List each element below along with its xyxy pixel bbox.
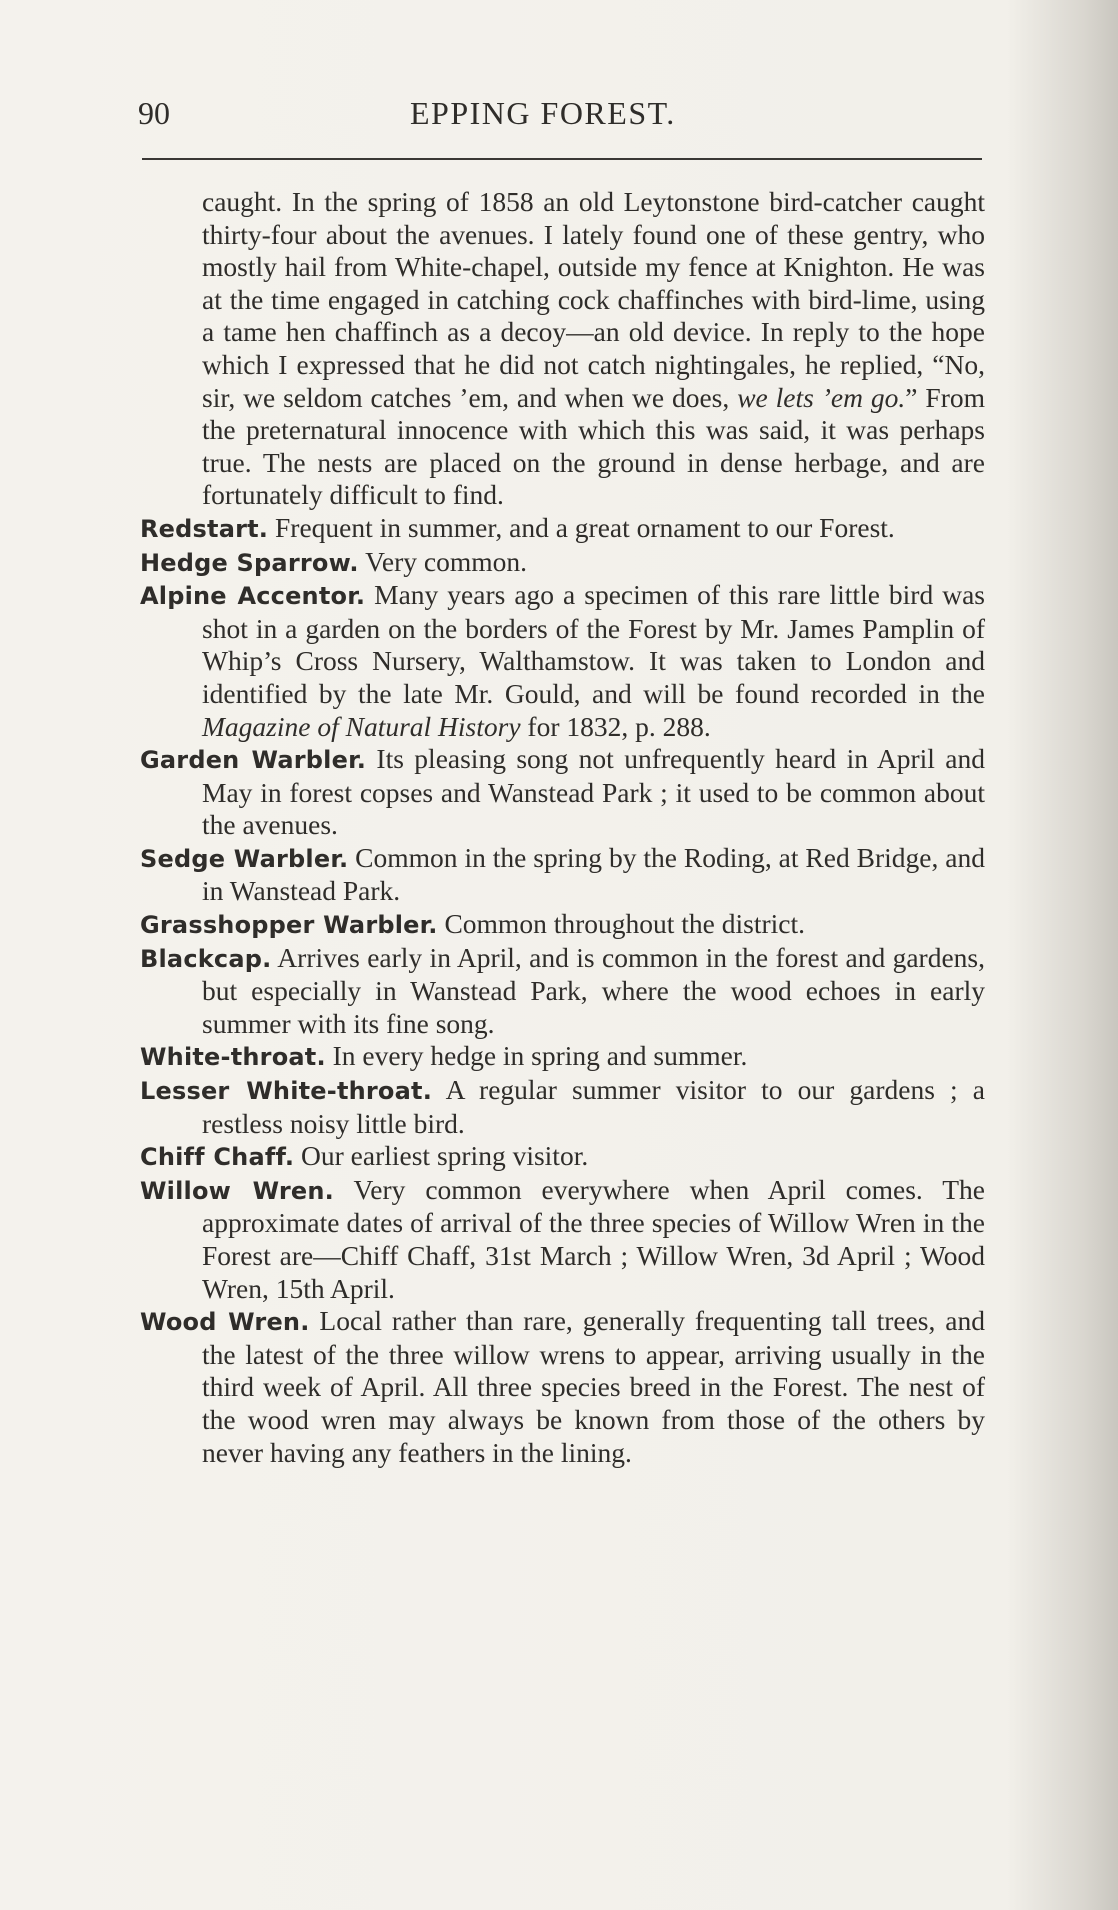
- entry-willow-wren: [140, 1174, 985, 1305]
- quoted-italic: we lets ’em go.: [737, 381, 906, 413]
- entry-text: Frequent in summer, and a great ornament to our Forest.: [268, 511, 895, 543]
- entry-hedge-sparrow: [140, 546, 985, 580]
- entry-text: Local rather than rare, generally frequenting tall trees, and the latest of the three willow wrens to appear, arriving usually in the third week of April. All three species breed in the Forest. The nest of the wood wren may always be known from those of the others by never having any feathers in the lining.: [202, 1305, 985, 1468]
- entry-text: Arrives early in April, and is common in the forest and gardens, but especially in Wanstead Park, where the wood echoes in early summer with its fine song.: [202, 941, 985, 1039]
- entry-text: A regular summer visitor to our gardens ; a restless noisy little bird.: [202, 1074, 985, 1139]
- journal-title: Magazine of Natural History: [202, 710, 521, 742]
- entry-sedge-warbler: [140, 842, 985, 908]
- species-name: Blackcap.: [140, 944, 272, 973]
- header-rule: [142, 158, 982, 160]
- entry-text: Common throughout the district.: [437, 908, 805, 940]
- continued-text-1: caught. In the spring of 1858 an old Leytonstone bird-catcher caught thirty-four about the avenues. I lately found one of these gentry, who mostly hail from White-chapel, outside my fence at Knighton. He was at the time engaged in catching cock chaffinches with bird-lime, using a tame hen chaffinch as a decoy—an old device. In reply to the hope which I expressed that he did not catch nightingales, he replied, “No, sir, we seldom catches ’em, and when we does,: [202, 186, 985, 413]
- entry-lesser-white-throat: [140, 1074, 985, 1140]
- entry-text: Very common.: [358, 545, 528, 577]
- species-name: Grasshopper Warbler.: [140, 911, 438, 940]
- page-body: [140, 186, 985, 1469]
- species-name: Lesser White-throat.: [140, 1077, 433, 1106]
- entry-text: In every hedge in spring and summer.: [325, 1040, 748, 1072]
- continued-paragraph: [140, 186, 985, 512]
- entry-chiff-chaff: [140, 1140, 985, 1174]
- species-name: Chiff Chaff.: [140, 1143, 295, 1172]
- entry-text-after: for 1832, p. 288.: [520, 710, 711, 742]
- entry-white-throat: [140, 1040, 985, 1074]
- entry-text: Its pleasing song not unfrequently heard in April and May in forest copses and Wanstead Park ; it used to be common about the avenues.: [202, 743, 985, 841]
- species-name: Sedge Warbler.: [140, 844, 349, 873]
- species-name: Garden Warbler.: [140, 746, 367, 775]
- species-name: White-throat.: [140, 1043, 326, 1072]
- entry-grasshopper-warbler: [140, 908, 985, 942]
- running-title: EPPING FOREST.: [410, 95, 676, 131]
- entry-blackcap: [140, 942, 985, 1041]
- entry-text: Common in the spring by the Roding, at Red Bridge, and in Wanstead Park.: [202, 841, 985, 907]
- page-header: [0, 92, 1118, 142]
- entry-wood-wren: [140, 1305, 985, 1469]
- entry-alpine-accentor: [140, 579, 985, 743]
- species-name: Redstart.: [140, 514, 269, 543]
- entry-text: Many years ago a specimen of this rare little bird was shot in a garden on the borders of the Forest by Mr. James Pamplin of Whip’s Cross Nursery, Walthamstow. It was taken to London and identified by the late Mr. Gould, and will be found recorded in the: [202, 579, 985, 709]
- species-name: Alpine Accentor.: [140, 582, 366, 611]
- entry-redstart: [140, 512, 985, 546]
- continued-text-2: ” From the preternatural innocence with which this was said, it was perhaps true. The nests are placed on the ground in dense herbage, and are fortunately difficult to find.: [202, 381, 985, 511]
- page-number: 90: [138, 95, 170, 131]
- entry-text: Our earliest spring visitor.: [294, 1140, 589, 1172]
- species-name: Hedge Sparrow.: [140, 548, 359, 577]
- entry-text: Very common everywhere when April comes. The approximate dates of arrival of the three species of Willow Wren in the Forest are—Chiff Chaff, 31st March ; Willow Wren, 3d April ; Wood Wren, 15th April.: [202, 1173, 986, 1304]
- entry-garden-warbler: [140, 743, 985, 842]
- species-name: Willow Wren.: [140, 1176, 335, 1205]
- species-name: Wood Wren.: [140, 1308, 310, 1337]
